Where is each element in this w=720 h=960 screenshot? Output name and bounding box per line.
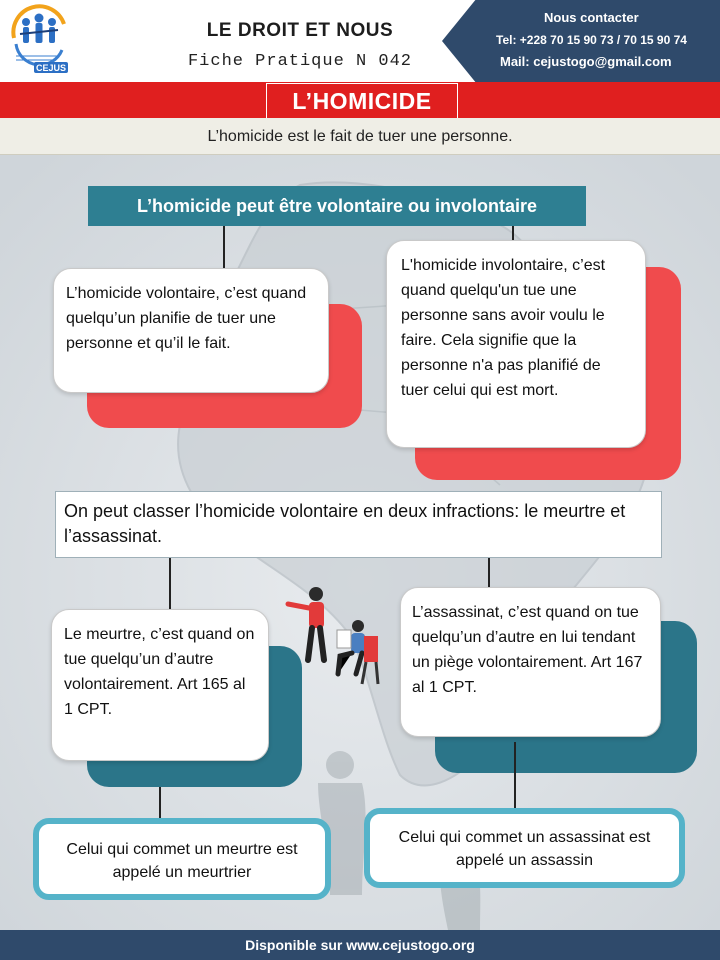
connector-line — [488, 558, 490, 588]
voluntary-homicide-text: L’homicide volontaire, c’est quand quelqu’un planifie de tuer une personne et qu’il le fait. — [66, 285, 307, 352]
involuntary-homicide-card — [386, 240, 646, 448]
murder-card — [51, 609, 269, 761]
connector-line — [514, 742, 516, 808]
involuntary-homicide-text: L'homicide involontaire, c’est quand quelqu'un tue une personne sans avoir voulu le faire. Cela signifie que la personne n'a pas planifié de tuer celui qui est mort. — [401, 257, 606, 399]
voluntary-homicide-card — [53, 268, 329, 393]
murder-text: Le meurtre, c’est quand on tue quelqu’un d’autre volontairement. Art 165 al 1 CPT. — [64, 626, 255, 718]
connector-line — [169, 558, 171, 614]
connector-line — [159, 787, 161, 820]
murderer-note-text: Celui qui commet un meurtre est appelé un meurtrier — [66, 841, 298, 881]
assassin-note-text: Celui qui commet un assassinat est appelé un assassin — [398, 829, 651, 869]
page-title: L’HOMICIDE — [266, 83, 458, 119]
definition-banner: L’homicide est le fait de tuer une personne. — [0, 118, 720, 155]
assassination-card — [400, 587, 661, 737]
assassin-note — [364, 808, 685, 888]
section-classification-header: On peut classer l’homicide volontaire en deux infractions: le meurtre et l’assassinat. — [55, 491, 662, 558]
connector-line — [223, 226, 225, 270]
murderer-note — [33, 818, 331, 900]
cejus-logo — [6, 4, 72, 78]
contact-title: Nous contacter — [544, 10, 639, 25]
svg-text:CEJUS: CEJUS — [35, 63, 67, 73]
contact-email[interactable]: Mail: cejustogo@gmail.com — [500, 54, 672, 69]
contact-phone[interactable]: Tel: +228 70 15 90 73 / 70 15 90 74 — [496, 33, 687, 47]
brand-title: LE DROIT ET NOUS — [206, 20, 394, 41]
fiche-number: Fiche Pratique N 042 — [187, 52, 413, 71]
footer-website[interactable]: Disponible sur www.cejustogo.org — [0, 930, 720, 960]
section-voluntary-involuntary-header: L’homicide peut être volontaire ou involontaire — [88, 186, 586, 226]
assassination-text: L’assassinat, c’est quand on tue quelqu’un d’autre en lui tendant un piège volontairement. Art 167 al 1 CPT. — [412, 604, 643, 696]
